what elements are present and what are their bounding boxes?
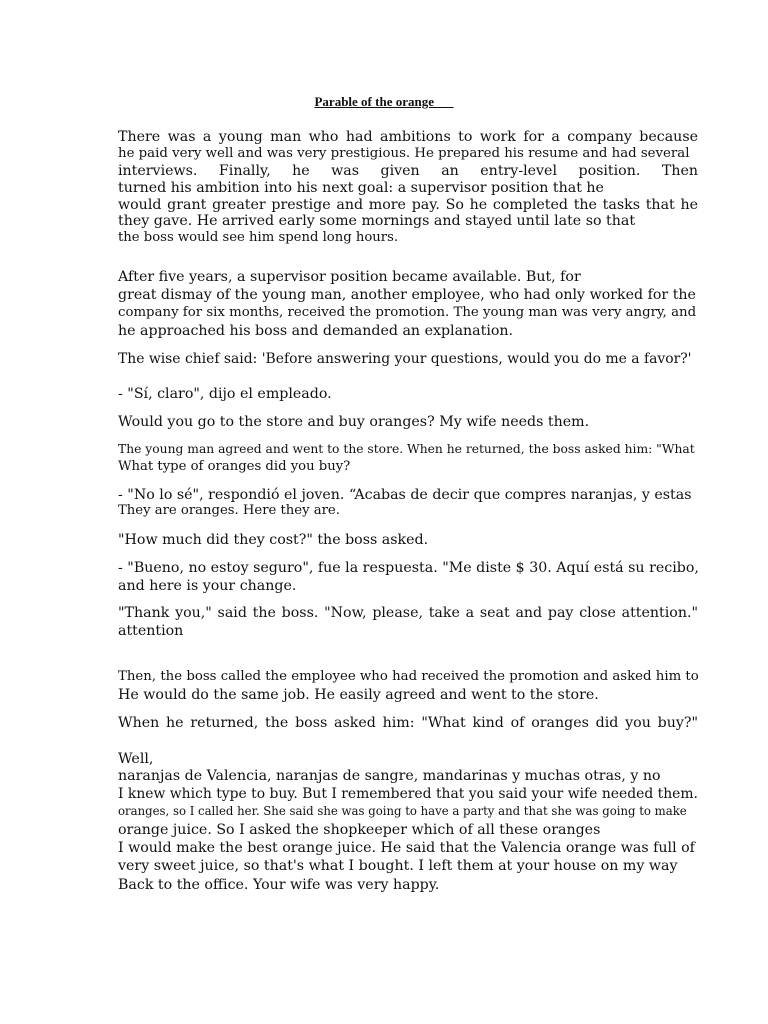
text-line: very sweet juice, so that's what I bought. I left them at your house on my way — [118, 858, 678, 874]
text-line: attention — [118, 623, 184, 639]
text-line: - "No lo sé", respondió el joven. “Acabas de decir que compres naranjas, y estas — [118, 487, 692, 503]
text-line: they gave. He arrived early some mornings and stayed until late so that — [118, 213, 636, 229]
text-line: he approached his boss and demanded an explanation. — [118, 323, 514, 339]
text-line: After five years, a supervisor position became available. But, for — [118, 269, 581, 285]
text-line: orange juice. So I asked the shopkeeper which of all these oranges — [118, 822, 601, 838]
text-line: What type of oranges did you buy? — [118, 459, 351, 474]
text-line: turned his ambition into his next goal: a supervisor position that he — [118, 180, 604, 196]
text-line: Would you go to the store and buy oranges? My wife needs them. — [118, 414, 590, 430]
text-line: He would do the same job. He easily agreed and went to the store. — [118, 687, 599, 703]
text-line: company for six months, received the promotion. The young man was very angry, and — [118, 305, 697, 320]
text-line: the boss would see him spend long hours. — [118, 230, 399, 245]
text-line: naranjas de Valencia, naranjas de sangre, mandarinas y muchas otras, y no — [118, 768, 661, 784]
text-line: There was a young man who had ambitions to work for a company because — [118, 129, 698, 145]
text-line: oranges, so I called her. She said she was going to have a party and that she was going to make — [118, 804, 687, 818]
text-line: and here is your change. — [118, 578, 297, 594]
text-line: Back to the office. Your wife was very happy. — [118, 877, 440, 893]
document-title: Parable of the orange — [314, 94, 454, 109]
text-line: "How much did they cost?" the boss asked. — [118, 532, 429, 548]
text-line: The wise chief said: 'Before answering your questions, would you do me a favor?' — [118, 351, 692, 367]
text-line: interviews. Finally, he was given an entry-level position. Then — [118, 163, 698, 179]
text-line: When he returned, the boss asked him: "What kind of oranges did you buy?" — [118, 715, 698, 731]
text-line: Then, the boss called the employee who had received the promotion and asked him to — [118, 669, 699, 684]
text-line: - "Sí, claro", dijo el empleado. — [118, 386, 332, 402]
text-line: - "Bueno, no estoy seguro", fue la respuesta. "Me diste $ 30. Aquí está su recibo, — [118, 560, 699, 576]
text-line: The young man agreed and went to the store. When he returned, the boss asked him: "What — [118, 442, 695, 456]
text-line: Well, — [118, 751, 154, 767]
text-line: I knew which type to buy. But I remembered that you said your wife needed them. — [118, 786, 698, 802]
text-line: They are oranges. Here they are. — [118, 503, 340, 518]
text-line: I would make the best orange juice. He said that the Valencia orange was full of — [118, 840, 695, 856]
text-line: "Thank you," said the boss. "Now, please, take a seat and pay close attention." — [118, 605, 698, 621]
text-line: he paid very well and was very prestigious. He prepared his resume and had several — [118, 146, 690, 161]
text-line: would grant greater prestige and more pay. So he completed the tasks that he — [118, 197, 698, 213]
text-line: great dismay of the young man, another employee, who had only worked for the — [118, 287, 696, 303]
